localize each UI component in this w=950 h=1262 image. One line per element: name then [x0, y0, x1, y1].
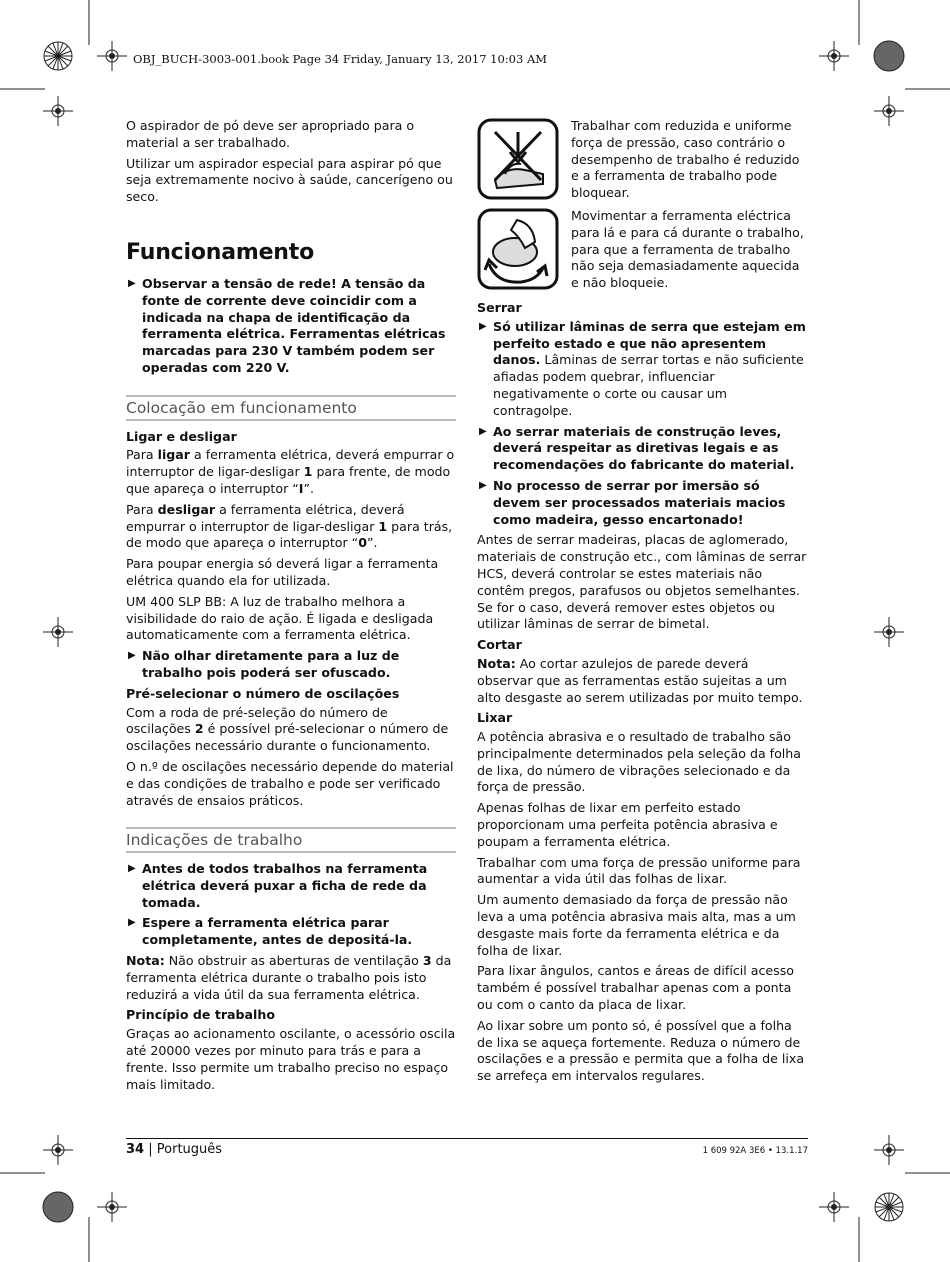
illustration-row — [477, 208, 808, 292]
paragraph-nota: Nota: Não obstruir as aberturas de ventilação 3 da ferramenta elétrica durante o trabalho pois isto reduzirá a vida útil da sua ferramenta elétrica. — [126, 953, 452, 1002]
footer-separator: | — [148, 1142, 153, 1157]
triangle-bullet-icon: ▶ — [479, 425, 487, 437]
paragraph-desligar: Para desligar a ferramenta elétrica, deverá empurrar o interruptor de ligar-desligar 1 para trás, de modo que apareça o interruptor “0”. — [126, 501, 453, 551]
heading-cortar: Cortar — [477, 637, 522, 653]
page-number: 34 — [126, 1142, 145, 1157]
paragraph-nota: Nota: Ao cortar azulejos de parede deverá observar que as ferramentas estão sujeitas a um alto desgaste ao serem utilizadas por muito tempo. — [477, 655, 803, 705]
illustration-row — [477, 118, 808, 202]
right-column — [477, 118, 808, 1089]
bullet-item — [126, 915, 456, 949]
illustration-caption: Movimentar a ferramenta eléctrica para lá e para cá durante o trabalho, para que a ferramenta de trabalho não seja demasiadamente aquecida e não bloqueie. — [571, 207, 804, 291]
pressure-warning-icon — [477, 118, 559, 200]
section-heading-funcionamento: Funcionamento — [126, 239, 314, 265]
heading-preselecionar: Pré-selecionar o número de oscilações — [126, 685, 400, 701]
paragraph: Antes de serrar madeiras, placas de aglomerado, materiais de construção etc., com lâminas de serrar HCS, deverá controlar se estes materiais não contêm pregos, parafusos ou objetos semelhantes. Se for o caso, deverá remover estes objetos ou utilizar lâminas de serrar de bimetal. — [477, 532, 807, 632]
bullet-text-normal: Lâminas de serrar tortas e não suficiente afiadas podem quebrar, influenciar negativamente o corte ou causar um contragolpe. — [493, 352, 804, 418]
subsection-heading-indicacoes: Indicações de trabalho — [126, 827, 456, 853]
subsection-heading-colocacao: Colocação em funcionamento — [126, 395, 456, 421]
paragraph: O aspirador de pó deve ser apropriado para o material a ser trabalhado. — [126, 118, 415, 150]
paragraph: Para poupar energia só deverá ligar a ferramenta elétrica quando ela for utilizada. — [126, 556, 439, 588]
bullet-text: Espere a ferramenta elétrica parar completamente, antes de depositá-la. — [142, 915, 413, 948]
heading-ligar-desligar: Ligar e desligar — [126, 428, 237, 444]
bullet-text: Não olhar diretamente para a luz de trabalho pois poderá ser ofuscado. — [142, 648, 400, 680]
page-header: OBJ_BUCH-3003-001.book Page 34 Friday, January 13, 2017 10:03 AM — [133, 52, 548, 66]
paragraph: Para lixar ângulos, cantos e áreas de difícil acesso também é possível trabalhar apenas com a ponta ou com o canto da placa de lixar. — [477, 963, 794, 1013]
paragraph: O n.º de oscilações necessário depende do material e das condições de trabalho e pode ser verificado através de ensaios práticos. — [126, 758, 454, 808]
bullet-item — [126, 648, 456, 682]
paragraph: Ao lixar sobre um ponto só, é possível que a folha de lixa se aqueça fortemente. Reduza o número de oscilações e a pressão e permita que a folha de lixa se arrefeça em intervalos regulares. — [477, 1017, 805, 1084]
paragraph: Trabalhar com uma força de pressão uniforme para aumentar a vida útil das folhas de lixar. — [477, 854, 801, 887]
footer-language: Português — [156, 1142, 223, 1157]
paragraph: UM 400 SLP BB: A luz de trabalho melhora a visibilidade do raio de ação. É ligada e desligada automaticamente com a ferramenta elétrica. — [126, 593, 434, 643]
paragraph-roda: Com a roda de pré-seleção do número de oscilações 2 é possível pré-selecionar o número de oscilações necessário durante o funcionamento. — [126, 704, 449, 754]
triangle-bullet-icon: ▶ — [128, 650, 136, 662]
bullet-text: No processo de serrar por imersão só devem ser processados materiais macios como madeira, gesso encartonado! — [493, 477, 786, 527]
bullet-text: Só utilizar lâminas de serra que estejam em perfeito estado e que não apresentem danos. — [493, 318, 806, 368]
paragraph-ligar: Para ligar a ferramenta elétrica, deverá empurrar o interruptor de ligar-desligar 1 para frente, de modo que apareça o interruptor “I”. — [126, 447, 455, 496]
bullet-item — [126, 276, 456, 377]
triangle-bullet-icon: ▶ — [128, 863, 136, 875]
move-back-forth-icon — [477, 208, 559, 290]
bullet-item — [477, 478, 808, 528]
paragraph: A potência abrasiva e o resultado de trabalho são principalmente determinados pela seleção da folha de lixa, do número de vibrações selecionado e da força de pressão. — [477, 729, 802, 795]
heading-serrar: Serrar — [477, 299, 522, 315]
heading-lixar: Lixar — [477, 710, 513, 726]
paragraph: Utilizar um aspirador especial para aspirar pó que seja extremamente nocivo à saúde, cancerígeno ou seco. — [126, 155, 453, 205]
illustration-caption: Trabalhar com reduzida e uniforme força de pressão, caso contrário o desempenho de trabalho é reduzido e a ferramenta de trabalho pode bloquear. — [571, 118, 800, 201]
triangle-bullet-icon: ▶ — [128, 917, 136, 929]
bullet-text: Observar a tensão de rede! A tensão da fonte de corrente deve coincidir com a indicada na chapa de identificação da ferramenta elétrica. Ferramentas elétricas marcadas para 230 V também podem ser operadas com 220 V. — [142, 275, 446, 375]
triangle-bullet-icon: ▶ — [128, 277, 136, 289]
paragraph: Graças ao acionamento oscilante, o acessório oscila até 20000 vezes por minuto para trás e para a frente. Isso permite um trabalho preciso no espaço mais limitado. — [126, 1026, 456, 1092]
footer-divider — [126, 1138, 808, 1139]
bullet-text: Ao serrar materiais de construção leves, deverá respeitar as diretivas legais e as recomendações do fabricante do material. — [493, 423, 795, 473]
bullet-item — [126, 861, 456, 911]
triangle-bullet-icon: ▶ — [479, 320, 487, 332]
heading-principio: Princípio de trabalho — [126, 1007, 275, 1023]
triangle-bullet-icon: ▶ — [479, 479, 487, 491]
footer-code: 1 609 92A 3E6 • 13.1.17 — [702, 1146, 808, 1156]
paragraph: Apenas folhas de lixar em perfeito estado proporcionam uma perfeita potência abrasiva e poupam a ferramenta elétrica. — [477, 800, 778, 849]
left-column — [126, 118, 456, 1097]
bullet-item — [477, 424, 808, 474]
footer-page-label — [126, 1142, 222, 1157]
bullet-text: Antes de todos trabalhos na ferramenta elétrica deverá puxar a ficha de rede da tomada. — [142, 861, 428, 910]
bullet-item — [477, 319, 808, 420]
paragraph: Um aumento demasiado da força de pressão não leva a uma potência abrasiva mais alta, mas a um desgaste mais forte da ferramenta elétrica e da folha de lixar. — [477, 892, 796, 958]
